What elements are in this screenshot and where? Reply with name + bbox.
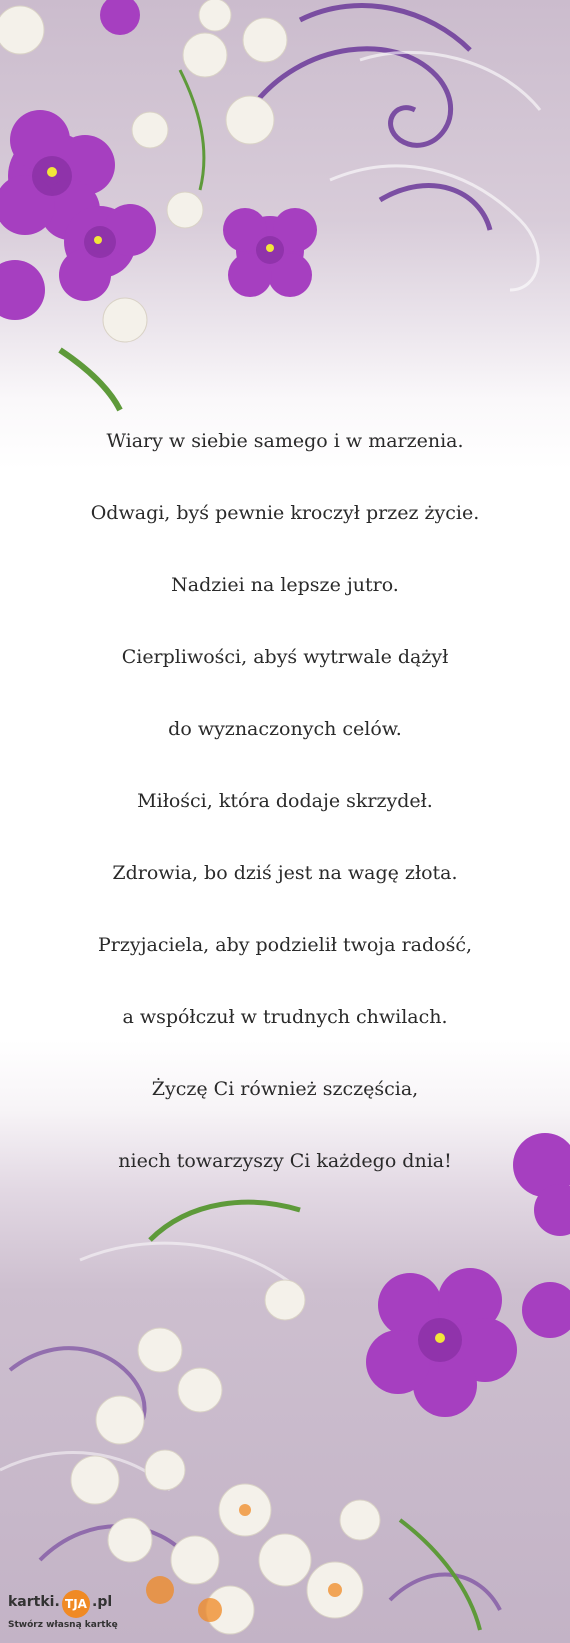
wish-line: Wiary w siebie samego i w marzenia. [106, 430, 464, 452]
wish-line: Miłości, która dodaje skrzydeł. [137, 790, 433, 812]
logo-slogan: Stwórz własną kartkę [8, 1620, 118, 1630]
wish-line: Zdrowia, bo dziś jest na wagę złota. [112, 862, 458, 884]
wish-line: Życzę Ci również szczęścia, [151, 1078, 419, 1100]
wish-line: do wyznaczonych celów. [168, 718, 402, 740]
wish-line: Nadziei na lepsze jutro. [171, 574, 399, 596]
wish-line: Cierpliwości, abyś wytrwale dążył [121, 646, 449, 668]
wish-line: a współczuł w trudnych chwilach. [122, 1006, 448, 1028]
logo-tld: .pl [92, 1594, 113, 1610]
site-logo[interactable] [6, 1590, 118, 1638]
wish-line: niech towarzyszy Ci każdego dnia! [118, 1150, 452, 1172]
wish-line: Odwagi, byś pewnie kroczył przez życie. [90, 502, 480, 524]
logo-badge-icon: TJA [62, 1590, 90, 1618]
floral-top-decoration [0, 0, 570, 420]
logo-name: kartki. [8, 1594, 60, 1610]
floral-bottom-decoration [0, 1090, 570, 1643]
wish-line: Przyjaciela, aby podzielił twoja radość, [97, 934, 473, 956]
